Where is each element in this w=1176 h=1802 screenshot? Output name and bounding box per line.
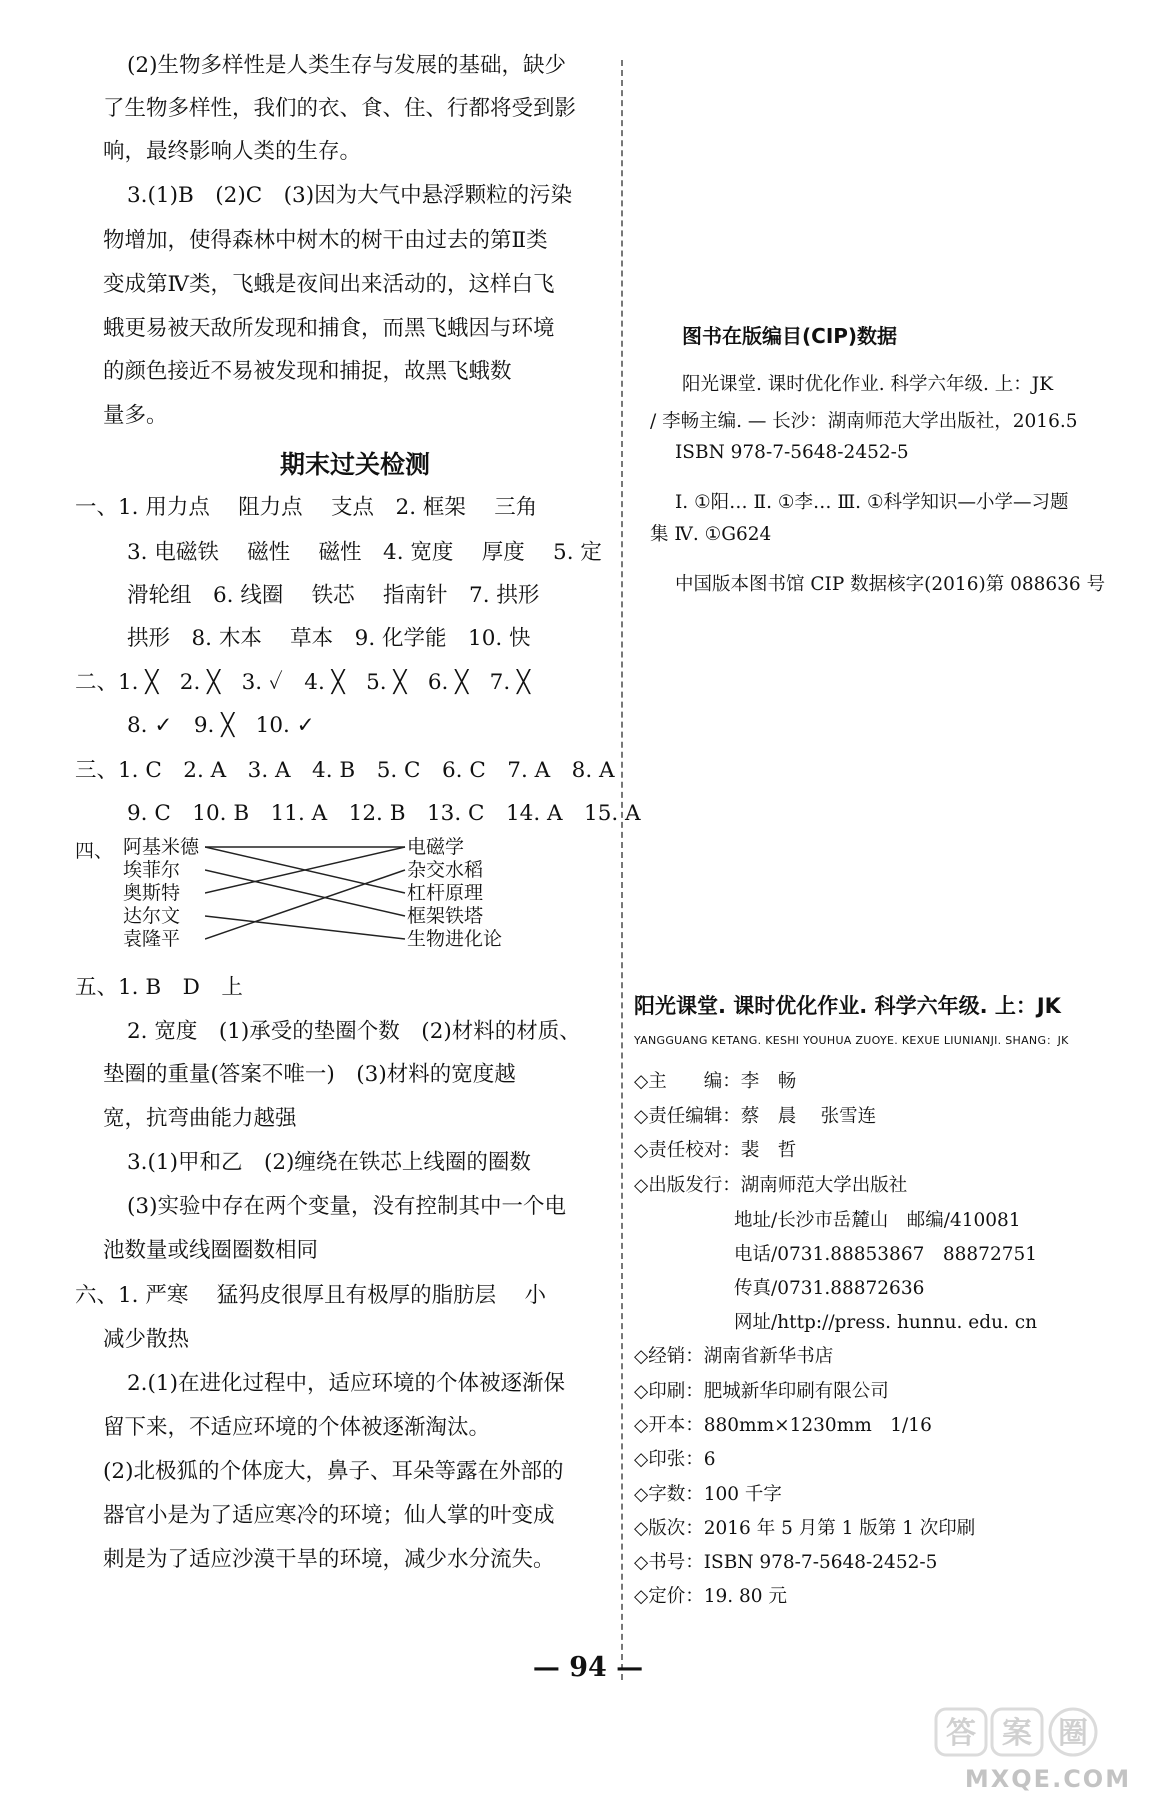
- match-left-3: 奥斯特: [123, 882, 181, 904]
- q2-line-3: 响，最终影响人类的生存。: [103, 139, 362, 164]
- part5-line-7: 池数量或线圈圈数相同: [103, 1238, 319, 1263]
- q2-line-2: 了生物多样性，我们的衣、食、住、行都将受到影: [103, 96, 577, 121]
- part5-line-3: 垫圈的重量(答案不唯一) (3)材料的宽度越: [103, 1062, 516, 1087]
- svg-text:MXQE.COM: MXQE.COM: [964, 1765, 1132, 1793]
- part3-line-1: 三、1. C 2. A 3. A 4. B 5. C 6. C 7. A 8. A: [75, 758, 615, 783]
- part6-line-1: 六、1. 严寒 猛犸皮很厚且有极厚的脂肪层 小: [75, 1283, 547, 1308]
- colophon-responsible-editor: ◇责任编辑：蔡 晨 张雪连: [634, 1106, 877, 1127]
- q3-line-2: 物增加，使得森林中树木的树干由过去的第Ⅱ类: [103, 228, 548, 253]
- match-right-3: 杠杆原理: [407, 882, 484, 904]
- match-line-3: [205, 870, 405, 916]
- part5-line-6: (3)实验中存在两个变量，没有控制其中一个电: [127, 1194, 566, 1219]
- part1-line-1: 一、1. 用力点 阻力点 支点 2. 框架 三角: [75, 495, 538, 520]
- cip-line-4: Ⅰ. ①阳… Ⅱ. ①李… Ⅲ. ①科学知识—小学—习题: [675, 492, 1069, 513]
- match-right-5: 生物进化论: [407, 928, 503, 950]
- column-divider: [621, 60, 623, 1680]
- cip-line-3: ISBN 978-7-5648-2452-5: [675, 442, 909, 463]
- part6-line-7: 刺是为了适应沙漠干旱的环境，减少水分流失。: [103, 1547, 555, 1572]
- cip-line-6: 中国版本图书馆 CIP 数据核字(2016)第 088636 号: [675, 574, 1106, 595]
- svg-text:案: 案: [1002, 1716, 1032, 1751]
- q3-line-6: 量多。: [103, 403, 168, 428]
- colophon-isbn: ◇书号：ISBN 978-7-5648-2452-5: [634, 1552, 938, 1573]
- match-line-5: [205, 916, 405, 939]
- page-number: — 94 —: [532, 1652, 644, 1683]
- book-title: 阳光课堂. 课时优化作业. 科学六年级. 上：JK: [634, 994, 1061, 1018]
- q3-line-4: 蛾更易被天敌所发现和捕食，而黑飞蛾因与环境: [103, 316, 555, 341]
- section-title: 期末过关检测: [279, 450, 430, 479]
- part5-line-4: 宽，抗弯曲能力越强: [103, 1106, 297, 1131]
- cip-line-2: / 李畅主编. — 长沙：湖南师范大学出版社，2016.5: [650, 411, 1078, 432]
- q2-line-1: (2)生物多样性是人类生存与发展的基础，缺少: [127, 53, 566, 78]
- part6-line-3: 2.(1)在进化过程中，适应环境的个体被逐渐保: [127, 1371, 565, 1396]
- part5-line-1: 五、1. B D 上: [75, 975, 243, 1000]
- colophon-publisher: ◇出版发行：湖南师范大学出版社: [634, 1175, 908, 1196]
- match-right-2: 杂交水稻: [407, 859, 484, 881]
- part1-line-4: 拱形 8. 木本 草本 9. 化学能 10. 快: [127, 626, 531, 651]
- q3-line-1: 3.(1)B (2)C (3)因为大气中悬浮颗粒的污染: [127, 183, 573, 208]
- part6-line-4: 留下来，不适应环境的个体被逐渐淘汰。: [103, 1415, 491, 1440]
- match-left-2: 埃菲尔: [123, 859, 181, 881]
- q3-line-3: 变成第Ⅳ类，飞蛾是夜间出来活动的，这样白飞: [103, 272, 555, 297]
- match-left-5: 袁隆平: [123, 928, 181, 950]
- matching-lines: [205, 836, 410, 954]
- part3-line-2: 9. C 10. B 11. A 12. B 13. C 14. A 15. A: [127, 801, 641, 826]
- part2-line-2: 8. ✓ 9. ╳ 10. ✓: [127, 713, 315, 738]
- part5-line-2: 2. 宽度 (1)承受的垫圈个数 (2)材料的材质、: [127, 1019, 581, 1044]
- match-right-1: 电磁学: [407, 836, 465, 858]
- part5-line-5: 3.(1)甲和乙 (2)缠绕在铁芯上线圈的圈数: [127, 1150, 531, 1175]
- colophon-printer: ◇印刷：肥城新华印刷有限公司: [634, 1381, 889, 1402]
- part4-label: 四、: [75, 840, 114, 862]
- colophon-editor: ◇主 编：李 畅: [634, 1071, 797, 1092]
- part2-line-1: 二、1. ╳ 2. ╳ 3. ✓ 4. ╳ 5. ╳ 6. ╳ 7. ╳: [75, 670, 530, 695]
- match-right-4: 框架铁塔: [407, 905, 484, 927]
- colophon-format: ◇开本：880mm×1230mm 1/16: [634, 1415, 932, 1436]
- part6-line-6: 器官小是为了适应寒冷的环境；仙人掌的叶变成: [103, 1503, 555, 1528]
- colophon-address: 地址/长沙市岳麓山 邮编/410081: [734, 1210, 1021, 1231]
- cip-line-1: 阳光课堂. 课时优化作业. 科学六年级. 上：JK: [682, 374, 1054, 395]
- colophon-price: ◇定价：19. 80 元: [634, 1586, 787, 1607]
- part1-line-3: 滑轮组 6. 线圈 铁芯 指南针 7. 拱形: [127, 583, 540, 608]
- colophon-website: 网址/http://press. hunnu. edu. cn: [734, 1312, 1038, 1333]
- colophon-distributor: ◇经销：湖南省新华书店: [634, 1346, 834, 1367]
- cip-title: 图书在版编目(CIP)数据: [682, 324, 898, 348]
- matching-left-list: [123, 836, 199, 951]
- part6-line-5: (2)北极狐的个体庞大，鼻子、耳朵等露在外部的: [103, 1459, 564, 1484]
- cip-line-5: 集 Ⅳ. ①G624: [650, 524, 772, 545]
- matching-right-list: [407, 836, 502, 951]
- colophon-sheets: ◇印张：6: [634, 1449, 716, 1470]
- q3-line-5: 的颜色接近不易被发现和捕捉，故黑飞蛾数: [103, 359, 512, 384]
- part6-line-2: 减少散热: [103, 1327, 190, 1352]
- book-title-pinyin: YANGGUANG KETANG. KESHI YOUHUA ZUOYE. KEXUE LIUNIANJI. SHANG：JK: [634, 1034, 1069, 1047]
- match-left-1: 阿基米德: [123, 836, 200, 858]
- colophon-phone: 电话/0731.88853867 88872751: [734, 1244, 1038, 1265]
- match-left-4: 达尔文: [123, 905, 181, 927]
- answer-site-logo-icon: [930, 1705, 1160, 1795]
- colophon-proofreader: ◇责任校对：裴 哲: [634, 1140, 797, 1161]
- colophon-word-count: ◇字数：100 千字: [634, 1484, 782, 1505]
- svg-text:圈: 圈: [1058, 1716, 1088, 1751]
- part1-line-2: 3. 电磁铁 磁性 磁性 4. 宽度 厚度 5. 定: [127, 540, 602, 565]
- match-line-6: [205, 870, 405, 939]
- colophon-fax: 传真/0731.88872636: [734, 1278, 925, 1299]
- colophon-edition: ◇版次：2016 年 5 月第 1 版第 1 次印刷: [634, 1518, 976, 1539]
- svg-text:答: 答: [946, 1716, 976, 1751]
